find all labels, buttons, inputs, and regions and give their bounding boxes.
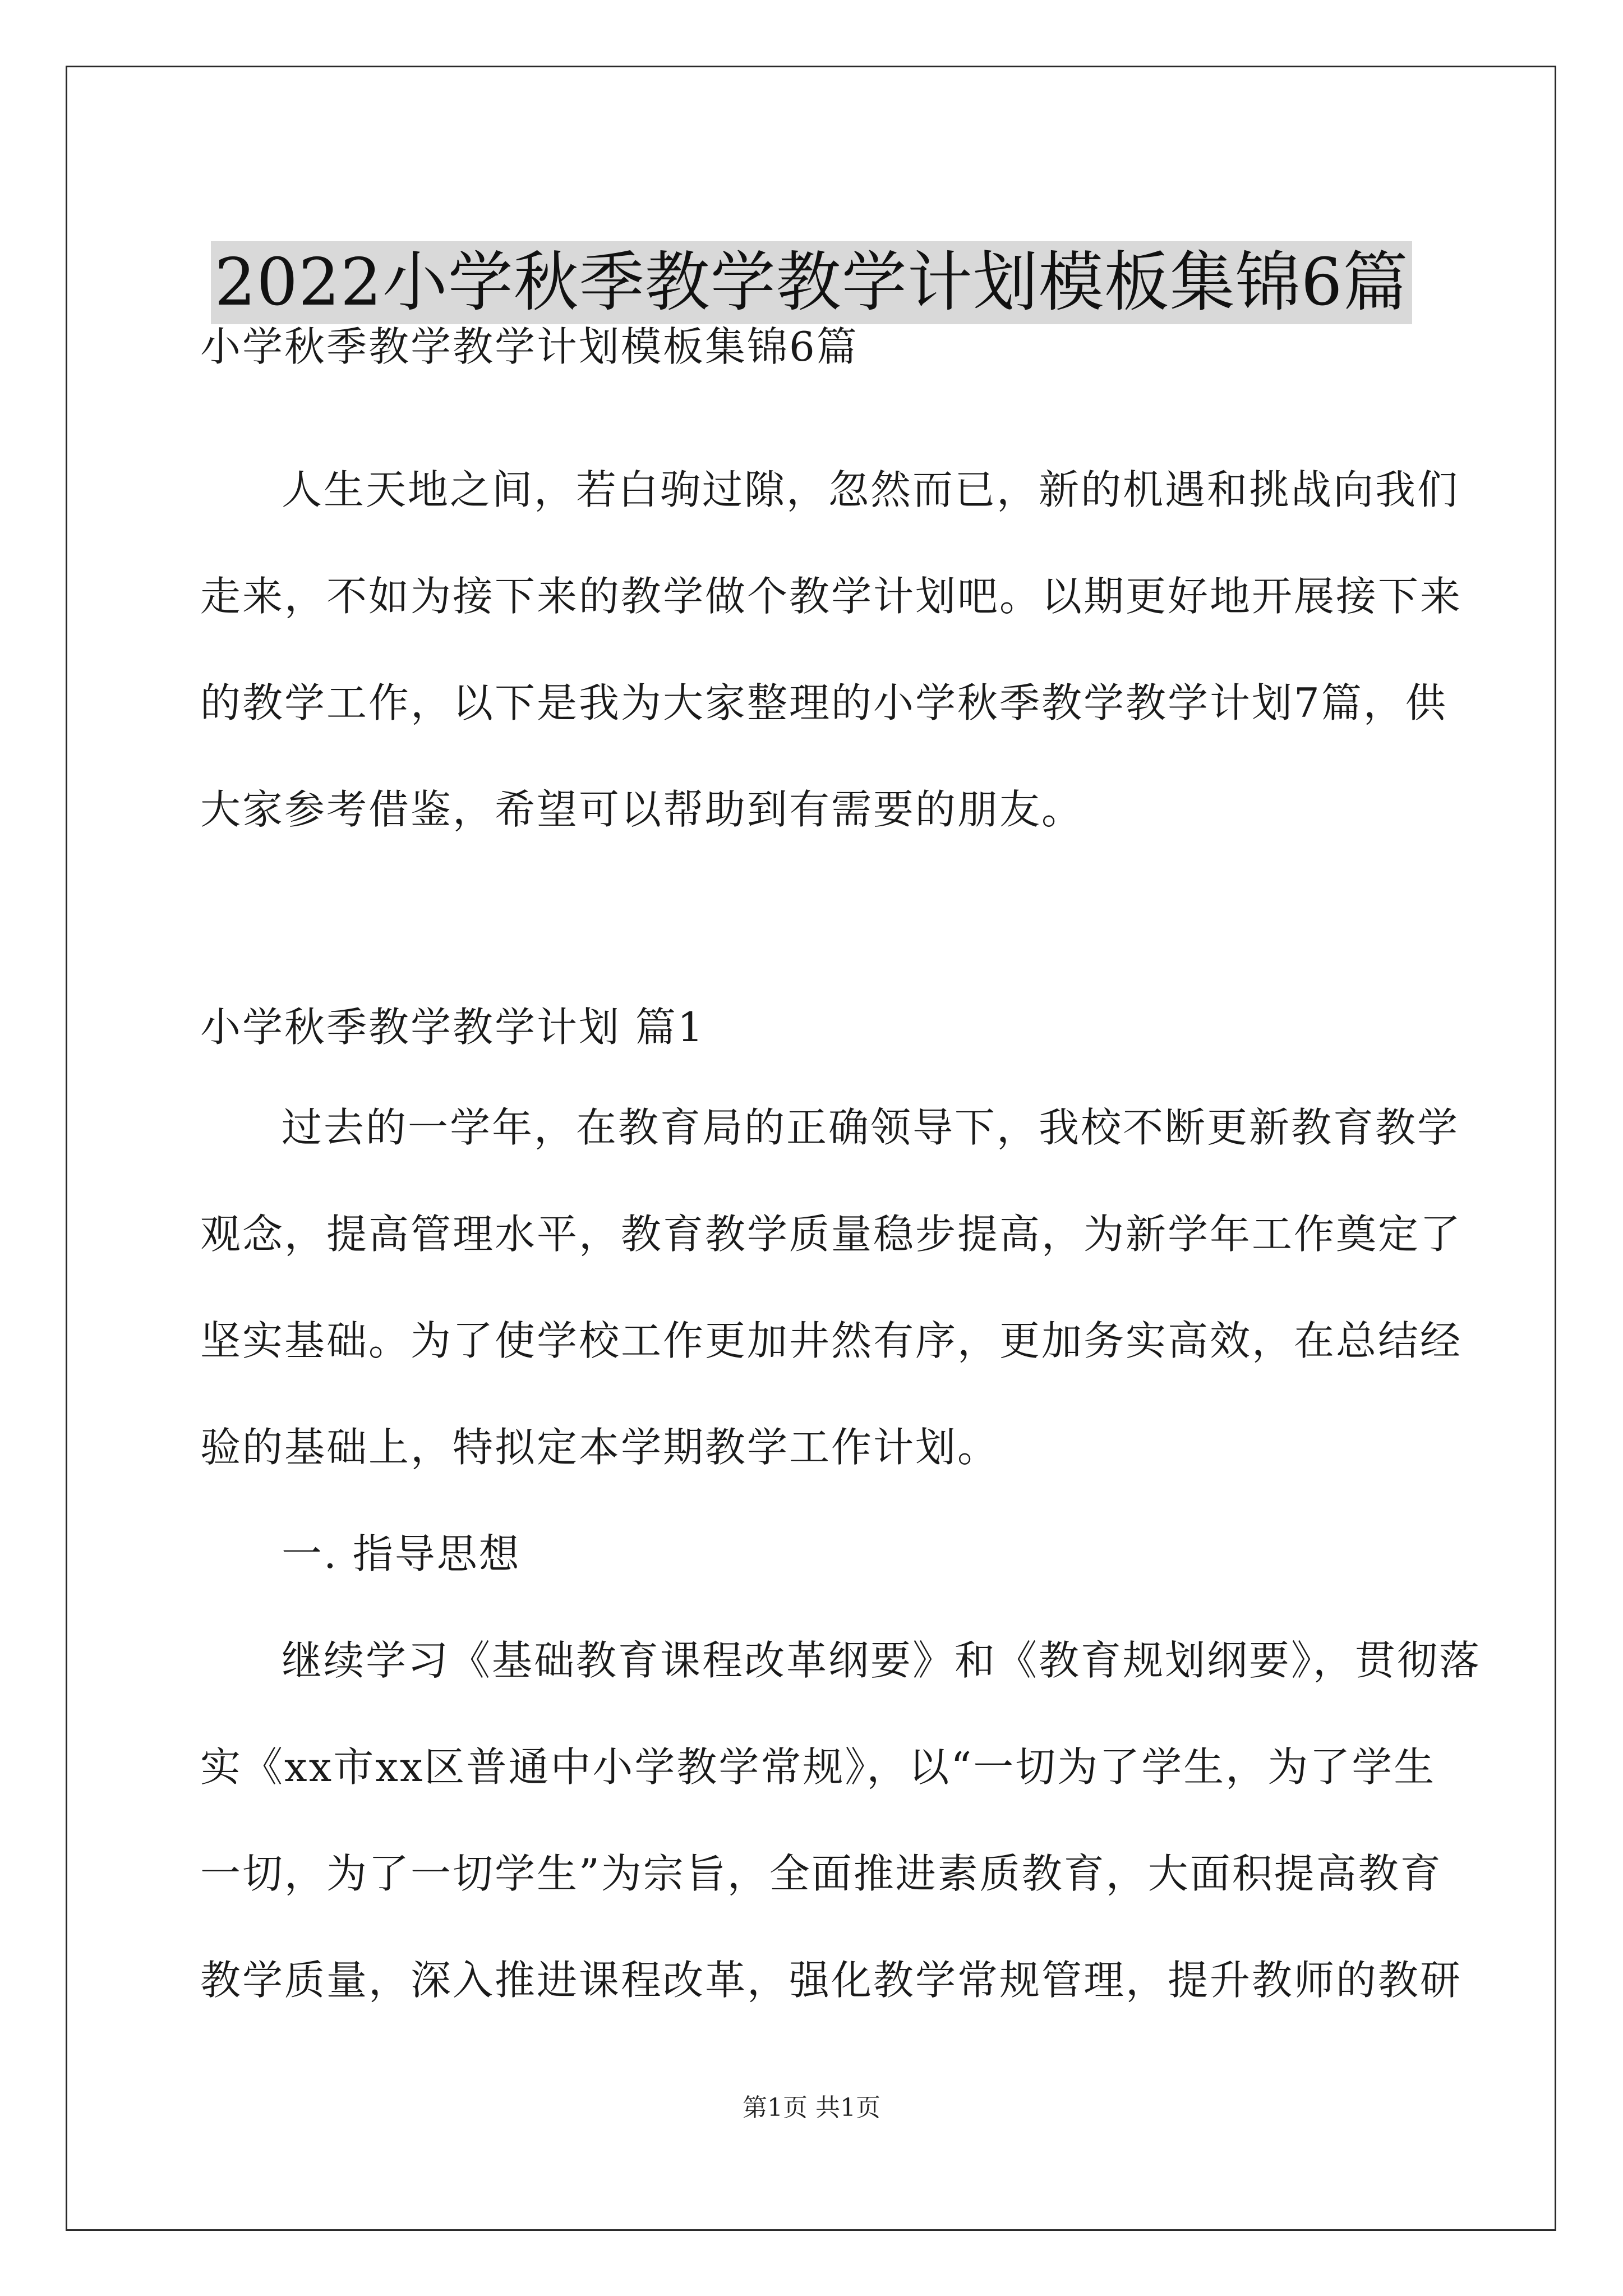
guide-para-line-4: 教学质量，深入推进课程改革，强化教学常规管理，提升教师的教研 [200, 1957, 1463, 2004]
intro-line-2: 走来，不如为接下来的教学做个教学计划吧。以期更好地开展接下来 [200, 573, 1463, 620]
page-footer: 第1页 共1页 [743, 2093, 880, 2122]
intro-line-1: 人生天地之间，若白驹过隙，忽然而已，新的机遇和挑战向我们 [282, 466, 1460, 513]
intro-line-3: 的教学工作，以下是我为大家整理的小学秋季教学教学计划7篇，供 [200, 679, 1447, 726]
section-heading: 小学秋季教学教学计划 篇1 [200, 1004, 705, 1051]
guide-para-line-3: 一切，为了一切学生”为宗旨，全面推进素质教育，大面积提高教育 [200, 1850, 1442, 1897]
subheading-guiding-ideology: 一. 指导思想 [282, 1530, 521, 1577]
section-para-line-2: 观念，提高管理水平，教育教学质量稳步提高，为新学年工作奠定了 [200, 1211, 1463, 1258]
document-title: 2022小学秋季教学教学计划模板集锦6篇 [211, 241, 1412, 324]
intro-line-4: 大家参考借鉴，希望可以帮助到有需要的朋友。 [200, 786, 1084, 833]
document-subtitle: 小学秋季教学教学计划模板集锦6篇 [200, 323, 859, 370]
section-para-line-3: 坚实基础。为了使学校工作更加井然有序，更加务实高效，在总结经 [200, 1317, 1463, 1364]
section-para-line-1: 过去的一学年，在教育局的正确领导下，我校不断更新教育教学 [282, 1104, 1460, 1151]
section-para-line-4: 验的基础上，特拟定本学期教学工作计划。 [200, 1424, 1000, 1471]
guide-para-line-1: 继续学习《基础教育课程改革纲要》和《教育规划纲要》，贯彻落 [282, 1637, 1482, 1684]
guide-para-line-2: 实《xx市xx区普通中小学教学常规》，以“一切为了学生，为了学生 [200, 1743, 1436, 1791]
